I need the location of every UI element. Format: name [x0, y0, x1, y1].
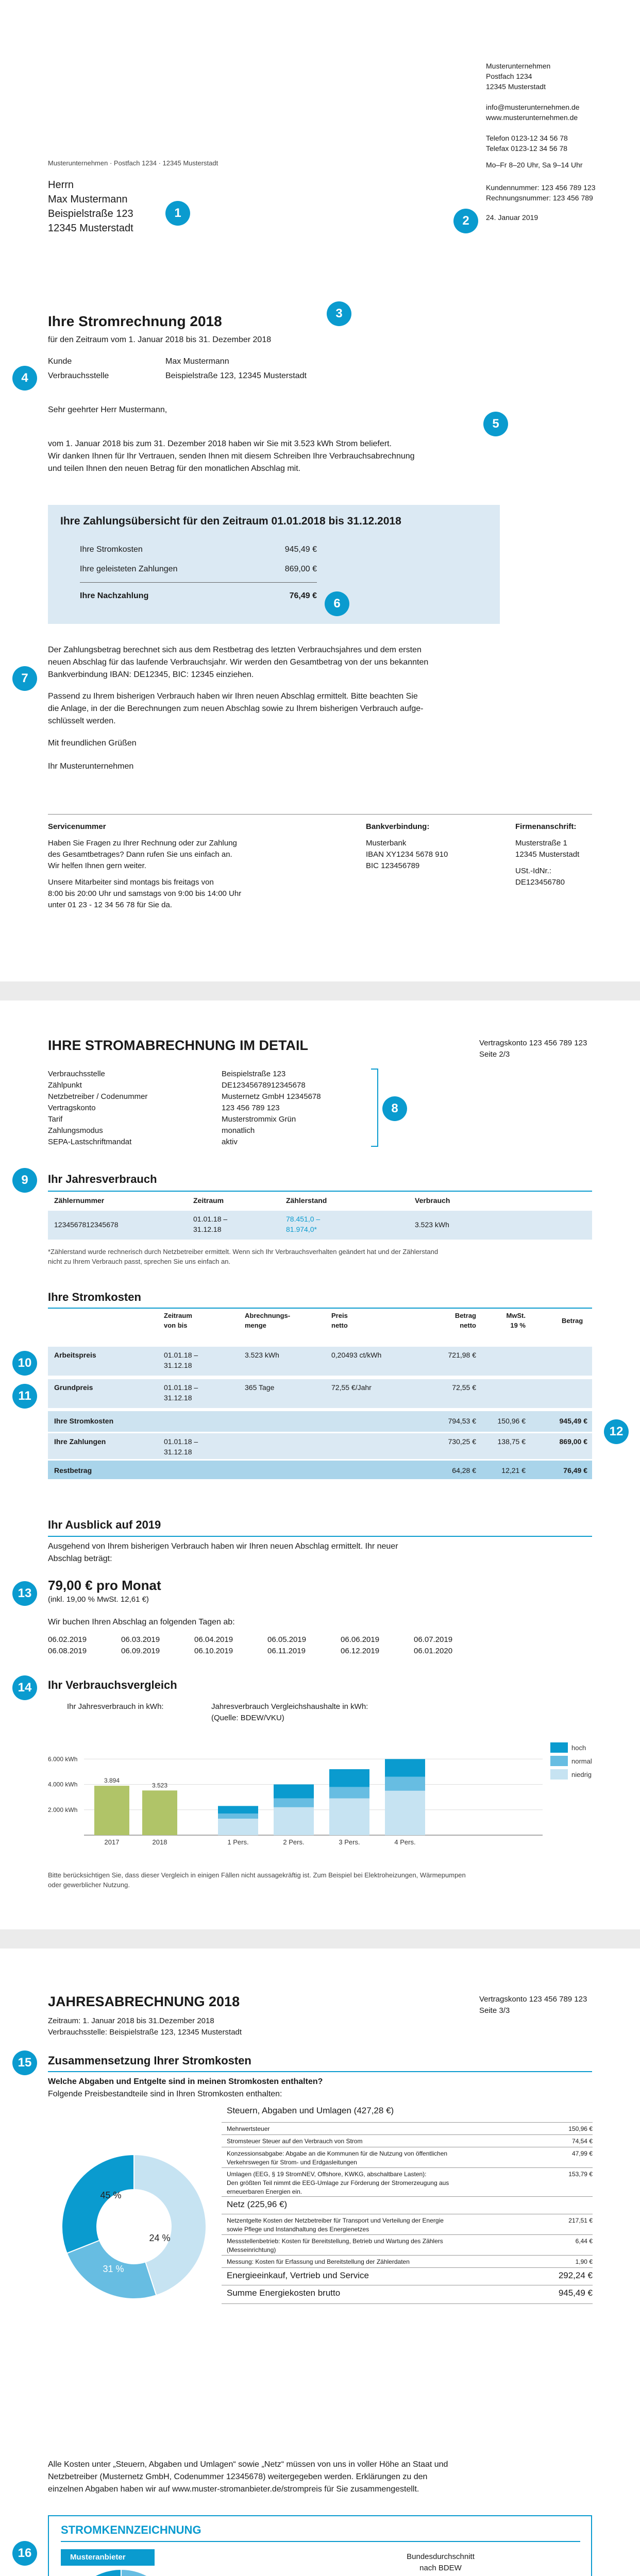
badge-4: 4: [12, 366, 37, 391]
cost-row-bg: [48, 1379, 592, 1408]
group-title: [222, 2197, 593, 2214]
customer-grid: [48, 355, 307, 382]
intro-line: vom 1. Januar 2018 bis zum 31. Dezember 2018 haben wir Sie mit 3.523 kWh Strom beliefert.: [48, 439, 392, 448]
x-tick-label: 2018: [152, 1838, 167, 1846]
cost-item-text: Messstellenbetrieb: Kosten für Bereitstellung, Betrieb und Wartung des Zählers (Messeinrichtung): [227, 2238, 443, 2253]
cost-row-price: 72,55 €/Jahr: [331, 1383, 372, 1392]
cost-item: [222, 2135, 593, 2147]
summary-label-total: Ihre Nachzahlung: [80, 591, 149, 600]
cost-row-quantity: 365 Tage: [245, 1383, 275, 1392]
info-value: Beispielstraße 123: [222, 1070, 286, 1078]
summary-title: Ihre Zahlungsübersicht für den Zeitraum 01.01.2018 bis 31.12.2018: [60, 515, 401, 527]
text-line: 8:00 bis 20:00 Uhr und samstags von 9:00 bis 14:00 Uhr: [48, 889, 242, 898]
recipient-block: [48, 178, 133, 235]
chart-right-title: [211, 1701, 368, 1724]
text-line: Abschlag beträgt:: [48, 1554, 112, 1563]
col-head: Zeitraum von bis: [164, 1312, 192, 1329]
debit-date: 06.11.2019: [267, 1647, 306, 1655]
summary-value: 945,49 €: [284, 545, 317, 554]
text-line: Musterstraße 1: [515, 839, 567, 848]
slice-label: 31 %: [103, 2264, 124, 2274]
debit-date: 06.12.2019: [341, 1647, 380, 1655]
email-link[interactable]: info@musterunternehmen.de: [486, 103, 580, 111]
text-line: nicht zu Ihrem Verbrauch passt, sprechen Sie uns einfach an.: [48, 1258, 231, 1265]
legend-label: hoch: [571, 1744, 586, 1752]
badge-11: 11: [12, 1384, 37, 1409]
x-tick-label: 2 Pers.: [283, 1838, 305, 1846]
summary-label: Ihre geleisteten Zahlungen: [80, 565, 178, 573]
cost-item-text: Umlagen (EEG, § 19 StromNEV, Offshore, KWKG, abschaltbare Lasten): Den größten Teil nimmt die EEG-Umlage zur Förderung der Stromerzeugung aus erneuerbaren Energien ein.: [227, 2171, 449, 2195]
period-line: für den Zeitraum vom 1. Januar 2018 bis 31. Dezember 2018: [48, 335, 272, 344]
text-line: unter 01 23 - 12 34 56 78 für Sie da.: [48, 901, 173, 909]
badge-15: 15: [12, 2050, 37, 2075]
hours-line: Mo–Fr 8–20 Uhr, Sa 9–14 Uhr: [486, 161, 583, 169]
recipient-line: Max Mustermann: [48, 194, 128, 205]
slice-eeg: [121, 2569, 177, 2576]
y-tick-label: 2.000 kWh: [48, 1806, 78, 1814]
page-gap: [0, 981, 640, 1001]
debit-date: 06.09.2019: [121, 1647, 160, 1655]
cost-row-period: 01.01.18 – 31.12.18: [164, 1383, 198, 1402]
col-head: MwSt. 19 %: [506, 1312, 526, 1329]
text-line: des Gesamtbetrages? Dann rufen Sie uns einfach an.: [48, 850, 232, 859]
text-line: oder gewerblicher Nutzung.: [48, 1881, 130, 1889]
badge-7: 7: [12, 666, 37, 691]
cost-row-label: Restbetrag: [54, 1466, 92, 1475]
closing: Mit freundlichen Grüßen: [48, 739, 137, 748]
footer-divider: [48, 814, 592, 815]
info-value: Musterstrommix Grün: [222, 1115, 296, 1124]
legend-swatch: [550, 1756, 568, 1766]
text-line: Ausgehend von Ihrem bisherigen Verbrauch haben wir Ihren neuen Abschlag ermittelt. Ihr neuer: [48, 1542, 398, 1551]
own-bar: [142, 1790, 177, 1835]
cost-item: [222, 2235, 593, 2256]
return-address-line: Musterunternehmen · Postfach 1234 · 12345 Musterstadt: [48, 159, 218, 167]
footer-service: [48, 821, 316, 911]
slice-other-renewable: [65, 2569, 175, 2576]
cost-item-value: 150,96 €: [568, 2125, 593, 2132]
label-verbrauchsstelle: Verbrauchsstelle: [48, 371, 109, 380]
cost-row-net: 72,55 €: [452, 1383, 476, 1392]
text-line: Der Zahlungsbetrag berechnet sich aus dem Restbetrag des letzten Verbrauchsjahres und dem ersten: [48, 646, 422, 654]
cost-donut-chart: [57, 2149, 211, 2304]
meter-note: [48, 1247, 438, 1266]
own-bar: [94, 1786, 129, 1835]
cost-item-value: 153,79 €: [568, 2171, 593, 2178]
footer-firm-title: Firmenanschrift:: [515, 822, 577, 831]
meter-period: 01.01.18 – 31.12.18: [193, 1215, 228, 1233]
text-line: Bundesdurchschnitt: [407, 2552, 475, 2561]
sum-row: [222, 2285, 593, 2304]
footer-bank: [366, 821, 448, 872]
badge-13: 13: [12, 1581, 37, 1606]
section-title: Ihre Stromkosten: [48, 1291, 141, 1303]
info-value: 123 456 789 123: [222, 1104, 280, 1112]
text-line: schlüsselt werden.: [48, 717, 116, 725]
section-title: Ihr Verbrauchsvergleich: [48, 1679, 177, 1691]
badge-14: 14: [12, 1675, 37, 1700]
chart-note: [48, 1870, 466, 1890]
text-line: *Zählerstand wurde rechnerisch durch Netzbetreiber ermittelt. Wenn sich Ihr Verbrauchsverhalten geändert hat und der Zählerstand: [48, 1248, 439, 1256]
cost-item-value: 217,51 €: [568, 2217, 593, 2224]
question: Welche Abgaben und Entgelte sind in meinen Stromkosten enthalten?: [48, 2077, 323, 2086]
page-3: [0, 1948, 640, 2576]
info-value: monatlich: [222, 1126, 255, 1135]
cost-item-value: 1,90 €: [575, 2258, 593, 2265]
website-link[interactable]: www.musterunternehmen.de: [486, 113, 578, 122]
info-bracket: [371, 1069, 378, 1147]
own-bar-value: 3.523: [151, 1782, 168, 1789]
cost-row-vat: 138,75 €: [497, 1437, 526, 1446]
info-label: Netzbetreiber / Codenummer: [48, 1092, 148, 1101]
signature: Ihr Musterunternehmen: [48, 762, 134, 771]
average-mix-donut: [384, 2573, 496, 2576]
cost-row-period: 01.01.18 – 31.12.18: [164, 1351, 198, 1369]
customer-number: Kundennummer: 123 456 789 123: [486, 183, 596, 192]
cost-row-net: 730,25 €: [448, 1437, 476, 1446]
page-meta: [479, 1994, 587, 2016]
cost-row-total: 76,49 €: [563, 1466, 587, 1475]
cost-row-label: Arbeitspreis: [54, 1351, 96, 1359]
slice-energy: [62, 2155, 134, 2253]
text-line: Haben Sie Fragen zu Ihrer Rechnung oder zur Zahlung: [48, 839, 237, 848]
cost-row-net: 721,98 €: [448, 1351, 476, 1359]
sender-line: Postfach 1234: [486, 72, 532, 80]
badge-8: 8: [382, 1096, 407, 1121]
debit-date: 06.05.2019: [267, 1635, 307, 1644]
contract-account: Vertragskonto 123 456 789 123: [479, 1995, 587, 2004]
recipient-line: Beispielstraße 123: [48, 208, 133, 219]
comparison-bar-hoch: [218, 1806, 258, 1814]
info-values: [222, 1069, 321, 1148]
comparison-bar-niedrig: [274, 1807, 314, 1835]
text-line: nach BDEW: [419, 2564, 462, 2572]
slice-label: 45 %: [100, 2190, 122, 2200]
legend-swatch: [550, 1742, 568, 1753]
comparison-bar-normal: [385, 1777, 425, 1791]
meter-reading: 78.451,0 – 81.974,0*: [286, 1215, 321, 1233]
sum-row-text: Summe Energiekosten brutto: [227, 2288, 341, 2298]
comparison-bar-hoch: [274, 1785, 314, 1799]
value-verbrauchsstelle: Beispielstraße 123, 12345 Musterstadt: [165, 371, 307, 380]
invoice-number: Rechnungsnummer: 123 456 789: [486, 194, 593, 202]
invoice-date: 24. Januar 2019: [486, 213, 538, 222]
summary-value: 869,00 €: [284, 565, 317, 573]
page-number: Seite 3/3: [479, 2006, 510, 2015]
badge-9: 9: [12, 1168, 37, 1193]
dates-intro: Wir buchen Ihren Abschlag an folgenden Tagen ab:: [48, 1618, 235, 1626]
x-tick-label: 3 Pers.: [339, 1838, 360, 1846]
greeting: Sehr geehrter Herr Mustermann,: [48, 405, 167, 414]
cost-row-quantity: 3.523 kWh: [245, 1351, 279, 1359]
info-value: Musternetz GmbH 12345678: [222, 1092, 321, 1101]
consumption-chart: [48, 1732, 592, 1861]
debit-date: 06.04.2019: [194, 1635, 233, 1644]
avg-title: [392, 2551, 490, 2574]
badge-10: 10: [12, 1351, 37, 1376]
divider: [48, 1536, 592, 1537]
own-bar-value: 3.894: [104, 1777, 120, 1785]
page-meta: [479, 1038, 587, 1060]
advance-paragraph: [48, 690, 423, 727]
cost-item-value: 74,54 €: [571, 2138, 593, 2145]
recipient-line: Herrn: [48, 179, 74, 191]
info-label: Zählpunkt: [48, 1081, 82, 1090]
cost-item-value: 6,44 €: [575, 2238, 593, 2245]
comparison-bar-niedrig: [385, 1791, 425, 1835]
payment-paragraph: [48, 644, 428, 681]
text-line: DE123456780: [515, 878, 565, 887]
phone-line: Telefon 0123-12 34 56 78: [486, 134, 568, 142]
intro-paragraph: [48, 438, 415, 475]
cost-row-total: 945,49 €: [559, 1417, 587, 1425]
group-title-text: Steuern, Abgaben und Umlagen (427,28 €): [227, 2106, 394, 2115]
comparison-bar-normal: [218, 1814, 258, 1819]
debit-date: 06.08.2019: [48, 1647, 87, 1655]
meter-number: 1234567812345678: [54, 1221, 119, 1229]
divider: [48, 2071, 592, 2072]
footer-bank-title: Bankverbindung:: [366, 822, 430, 831]
text-line: die Anlage, in der die Berechnungen zum neuen Abschlag sowie zu Ihrem bisherigen Verbrauch aufge-: [48, 704, 424, 713]
cost-row-net: 794,53 €: [448, 1417, 476, 1425]
group-title: [222, 2268, 593, 2285]
info-label: Tarif: [48, 1115, 63, 1124]
fax-line: Telefax 0123-12 34 56 78: [486, 144, 568, 152]
cost-item: [222, 2123, 593, 2135]
cost-item-text: Netzentgelte Kosten der Netzbetreiber für Transport und Verteilung der Energie sowie Pflege und Instandhaltung des Energienetzes: [227, 2217, 444, 2233]
comparison-bar-hoch: [329, 1769, 369, 1787]
outlook-text: [48, 1540, 398, 1565]
cost-item-value: 47,99 €: [571, 2150, 593, 2157]
y-tick-label: 4.000 kWh: [48, 1781, 78, 1788]
debit-date: 06.10.2019: [194, 1647, 233, 1655]
text-line: USt.-IdNr.:: [515, 867, 552, 875]
cost-row-label: Ihre Zahlungen: [54, 1437, 106, 1446]
info-label: Vertragskonto: [48, 1104, 96, 1112]
y-tick-label: 6.000 kWh: [48, 1755, 78, 1763]
group-title-value: 292,24 €: [558, 2270, 593, 2280]
x-tick-label: 2017: [104, 1838, 120, 1846]
badge-12: 12: [604, 1419, 629, 1444]
group-title: [222, 2103, 593, 2123]
cost-item: [222, 2214, 593, 2235]
legend-label: normal: [571, 1757, 592, 1765]
text-line: Unsere Mitarbeiter sind montags bis freitags von: [48, 878, 214, 887]
new-advance-vat: (inkl. 19,00 % MwSt. 12,61 €): [48, 1595, 149, 1604]
page-2: [0, 1001, 640, 1929]
provider-label: Musteranbieter: [61, 2549, 155, 2566]
page-gap: [0, 1929, 640, 1948]
cost-item: [222, 2256, 593, 2268]
cost-row-bg: [48, 1347, 592, 1376]
cost-row-label: Ihre Stromkosten: [54, 1417, 114, 1425]
badge-6: 6: [325, 591, 349, 616]
x-tick-label: 1 Pers.: [227, 1838, 249, 1846]
contract-account: Vertragskonto 123 456 789 123: [479, 1039, 587, 1047]
page-title: Ihre Stromrechnung 2018: [48, 313, 222, 329]
subline: Folgende Preisbestandteile sind in Ihren Stromkosten enthalten:: [48, 2090, 282, 2098]
comparison-bar-niedrig: [329, 1799, 369, 1835]
comparison-bar-hoch: [385, 1759, 425, 1776]
cost-row-vat: 12,21 €: [501, 1466, 526, 1475]
section-title: Ihr Jahresverbrauch: [48, 1173, 157, 1185]
chart-source: (Quelle: BDEW/VKU): [211, 1714, 284, 1722]
col-head: Betrag: [562, 1317, 583, 1325]
col-head: Verbrauch: [415, 1196, 450, 1205]
comparison-bar-normal: [274, 1799, 314, 1807]
cost-item-text: Stromsteuer Steuer auf den Verbrauch von Strom: [227, 2138, 363, 2145]
badge-1: 1: [165, 201, 190, 226]
cost-item: [222, 2168, 593, 2197]
cost-item-text: Mehrwertsteuer: [227, 2125, 270, 2132]
info-labels: [48, 1069, 147, 1148]
sender-line: 12345 Musterstadt: [486, 82, 546, 91]
label-kunde: Kunde: [48, 357, 72, 366]
cost-row-period: 01.01.18 – 31.12.18: [164, 1437, 198, 1456]
text-line: Bankverbindung IBAN: DE12345, BIC: 12345 einziehen.: [48, 670, 254, 679]
legend-label: niedrig: [571, 1771, 592, 1778]
footer-firm: [515, 821, 579, 888]
badge-5: 5: [483, 412, 508, 436]
debit-date: 06.06.2019: [341, 1635, 380, 1644]
summary-value-total: 76,49 €: [289, 591, 317, 600]
consumption-point: Verbrauchsstelle: Beispielstraße 123, 12345 Musterstadt: [48, 2028, 242, 2037]
col-head: Zählerstand: [286, 1196, 327, 1205]
sum-row-value: 945,49 €: [558, 2288, 593, 2298]
col-head: Abrechnungs- menge: [245, 1312, 291, 1329]
debit-date: 06.01.2020: [414, 1647, 453, 1655]
info-value: DE12345678912345678: [222, 1081, 306, 1090]
cost-row-total: 869,00 €: [559, 1437, 587, 1446]
intro-line: Wir danken Ihnen für Ihr Vertrauen, senden Ihnen mit diesem Schreiben Ihre Verbrauchsabrechnung: [48, 452, 415, 461]
cost-row-price: 0,20493 ct/kWh: [331, 1351, 382, 1359]
cost-row-label: Grundpreis: [54, 1383, 93, 1392]
comparison-bar-normal: [329, 1787, 369, 1798]
cost-item-text: Konzessionsabgabe: Abgabe an die Kommunen für die Nutzung von öffentlichen Verkehrswegen für Strom- und Erdgasleitungen: [227, 2150, 448, 2166]
cost-item: [222, 2147, 593, 2168]
info-value: aktiv: [222, 1138, 238, 1146]
meter-consumption: 3.523 kWh: [415, 1221, 449, 1229]
summary-table: [80, 544, 317, 602]
text-line: Passend zu Ihrem bisherigen Verbrauch haben wir Ihren neuen Abschlag ermittelt. Bitte beachten Sie: [48, 692, 418, 701]
cost-row-vat: 150,96 €: [497, 1417, 526, 1425]
group-title-text: Netz (225,96 €): [227, 2199, 288, 2209]
divider: [48, 1191, 592, 1192]
cost-item-text: Messung: Kosten für Erfassung und Bereitstellung der Zählerdaten: [227, 2258, 410, 2265]
slice-label: 24 %: [149, 2233, 171, 2243]
divider: [61, 2541, 580, 2542]
sender-line: Musterunternehmen: [486, 62, 551, 70]
summary-label: Ihre Stromkosten: [80, 545, 143, 554]
badge-2: 2: [453, 209, 478, 233]
page-title: IHRE STROMABRECHNUNG IM DETAIL: [48, 1038, 308, 1053]
period-block: [48, 2015, 242, 2038]
col-head: Betrag netto: [454, 1312, 476, 1329]
debit-date: 06.03.2019: [121, 1635, 160, 1644]
text-line: Netzbetreiber (Musternetz GmbH, Codenummer 12345678) weitergegeben werden. Erklärungen zu den: [48, 2472, 428, 2481]
comparison-bar-niedrig: [218, 1819, 258, 1835]
page-title: JAHRESABRECHNUNG 2018: [48, 1994, 240, 2009]
text-line: neuen Abschlag für das laufende Verbrauchsjahr. Wir werden den Gesamtbetrag von der uns bekannten: [48, 658, 429, 667]
labeling-title: STROMKENNZEICHNUNG: [61, 2523, 201, 2536]
x-tick-label: 4 Pers.: [394, 1838, 416, 1846]
section-title: Ihr Ausblick auf 2019: [48, 1518, 161, 1531]
cost-explanation: [48, 2459, 448, 2496]
debit-date: 06.07.2019: [414, 1635, 453, 1644]
recipient-line: 12345 Musterstadt: [48, 223, 133, 234]
new-advance-amount: 79,00 € pro Monat: [48, 1578, 161, 1593]
info-label: Verbrauchsstelle: [48, 1070, 105, 1078]
info-label: SEPA-Lastschriftmandat: [48, 1138, 132, 1146]
col-head: Zeitraum: [193, 1196, 224, 1205]
text-line: IBAN XY1234 5678 910: [366, 850, 448, 859]
section-title: Zusammensetzung Ihrer Stromkosten: [48, 2054, 251, 2067]
text-line: Musterbank: [366, 839, 407, 848]
col-head: Zählernummer: [54, 1196, 105, 1205]
info-label: Zahlungsmodus: [48, 1126, 103, 1135]
divider: [48, 1308, 592, 1309]
page-number: Seite 2/3: [479, 1050, 510, 1059]
text-line: BIC 123456789: [366, 861, 420, 870]
text-line: einzelnen Abgaben haben wir auf www.muster-stromanbieter.de/strompreis für Sie zusammengestellt.: [48, 2485, 419, 2494]
text-line: Bitte berücksichtigen Sie, dass dieser Vergleich in einigen Fällen nicht aussagekräftig ist. Zum Beispiel bei Elektroheizungen, Wärmepumpen: [48, 1871, 466, 1879]
debit-date: 06.02.2019: [48, 1635, 87, 1644]
footer-service-title: Servicenummer: [48, 822, 106, 831]
text-line: Alle Kosten unter „Steuern, Abgaben und Umlagen“ sowie „Netz“ müssen von uns in voller Höhe an Staat und: [48, 2460, 448, 2469]
page-1: [0, 0, 640, 981]
col-head: Preis netto: [331, 1312, 348, 1329]
value-kunde: Max Mustermann: [165, 357, 229, 366]
period-line: Zeitraum: 1. Januar 2018 bis 31.Dezember 2018: [48, 2016, 214, 2025]
cost-row-net: 64,28 €: [452, 1466, 476, 1475]
intro-line: und teilen Ihnen den neuen Betrag für den monatlichen Abschlag mit.: [48, 464, 301, 473]
provider-mix-donut: [61, 2565, 181, 2576]
text-line: 12345 Musterstadt: [515, 850, 580, 859]
chart-left-title: Ihr Jahresverbrauch in kWh:: [67, 1702, 164, 1711]
text-line: Wir helfen Ihnen gern weiter.: [48, 861, 146, 870]
group-title-text: Energieeinkauf, Vertrieb und Service: [227, 2270, 369, 2280]
badge-16: 16: [12, 2541, 37, 2566]
badge-3: 3: [327, 301, 351, 326]
chart-right-title-text: Jahresverbrauch Vergleichshaushalte in kWh:: [211, 1702, 368, 1711]
sender-block: [486, 61, 596, 223]
legend-swatch: [550, 1769, 568, 1780]
